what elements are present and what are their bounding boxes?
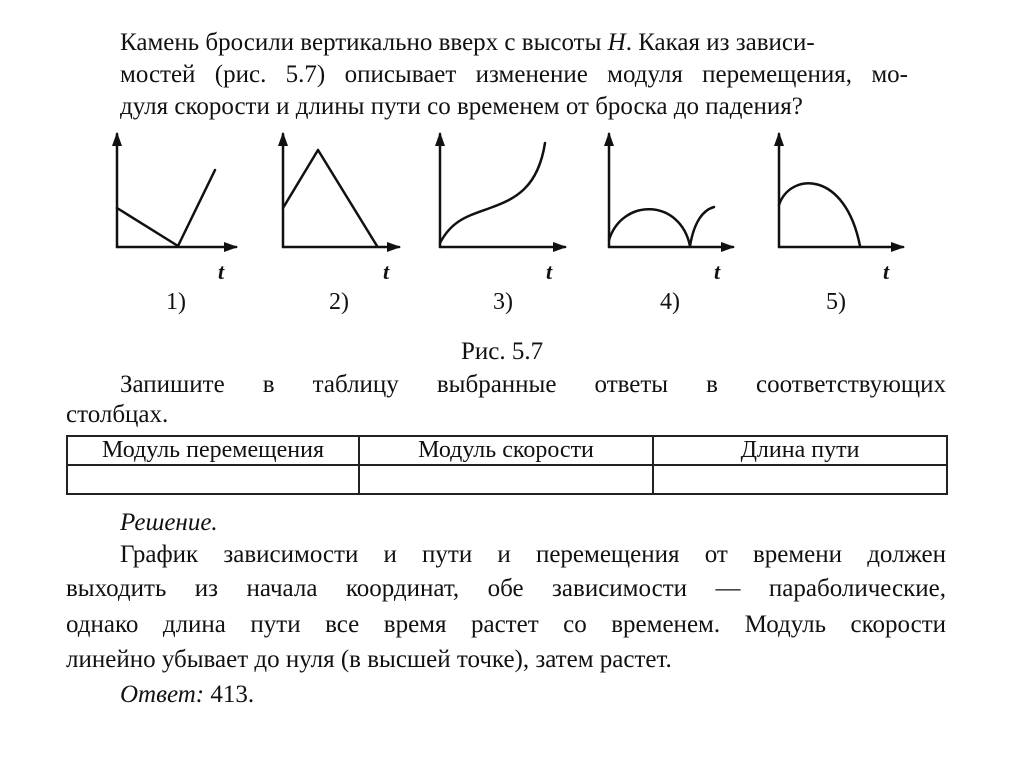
graph-3-axis-label: t (546, 259, 553, 284)
cell-path-length[interactable] (653, 465, 947, 494)
problem-line-2: мостей (рис. 5.7) описывает изменение модуля перемещения, мо- (120, 61, 908, 88)
graph-4 (609, 134, 733, 247)
graph-5-curve (779, 183, 860, 246)
solution-heading: Решение. (120, 509, 218, 536)
cell-speed[interactable] (359, 465, 653, 494)
graph-2-curve (283, 150, 377, 246)
graph-3-label: 3) (493, 289, 513, 315)
graph-4-curve-right (690, 207, 714, 246)
graph-4-curve-left (609, 209, 690, 246)
graph-2-label: 2) (329, 289, 349, 315)
graph-1 (117, 134, 236, 247)
solution-line-3: однако длина пути все время растет со временем. Модуль скорости (66, 611, 946, 638)
graph-2-axis-label: t (383, 259, 390, 284)
problem-line-1-after: . Какая из зависи- (625, 29, 815, 56)
figure-caption: Рис. 5.7 (461, 338, 544, 365)
graph-2 (283, 134, 399, 247)
solution-line-4: линейно убывает до нуля (в высшей точке), затем растет. (66, 646, 672, 673)
header-displacement: Модуль перемещения (67, 436, 359, 465)
header-path-length: Длина пути (653, 436, 947, 465)
problem-line-3: дуля скорости и длины пути со временем от броска до падения? (120, 93, 803, 120)
graph-1-label: 1) (166, 289, 186, 315)
answer-table (66, 435, 948, 495)
answer-line (120, 680, 254, 710)
graph-1-axis-label: t (218, 259, 225, 284)
header-speed: Модуль скорости (359, 436, 653, 465)
graph-5 (779, 134, 903, 247)
problem-line-1-before: Камень бросили вертикально вверх с высоты (120, 29, 608, 56)
graph-4-axis-label: t (714, 259, 721, 284)
answer-value: 413. (210, 681, 255, 708)
solution-line-1: График зависимости и пути и перемещения от времени должен (120, 541, 946, 568)
answer-label: Ответ: (120, 681, 205, 708)
graph-1-curve (117, 170, 215, 246)
answer-table-row (67, 465, 947, 494)
answer-table-header-row (67, 436, 947, 465)
graph-3-curve (440, 143, 545, 243)
graph-5-axis-label: t (883, 259, 890, 284)
height-variable: H (607, 29, 626, 56)
cell-displacement[interactable] (67, 465, 359, 494)
graph-3 (440, 134, 565, 247)
graph-4-label: 4) (660, 289, 680, 315)
graph-5-label: 5) (826, 289, 846, 315)
solution-line-2: выходить из начала координат, обе зависимости — параболические, (66, 575, 946, 602)
instruction-line-1: Запишите в таблицу выбранные ответы в соответствующих (120, 371, 946, 398)
instruction-line-2: столбцах. (66, 401, 169, 428)
